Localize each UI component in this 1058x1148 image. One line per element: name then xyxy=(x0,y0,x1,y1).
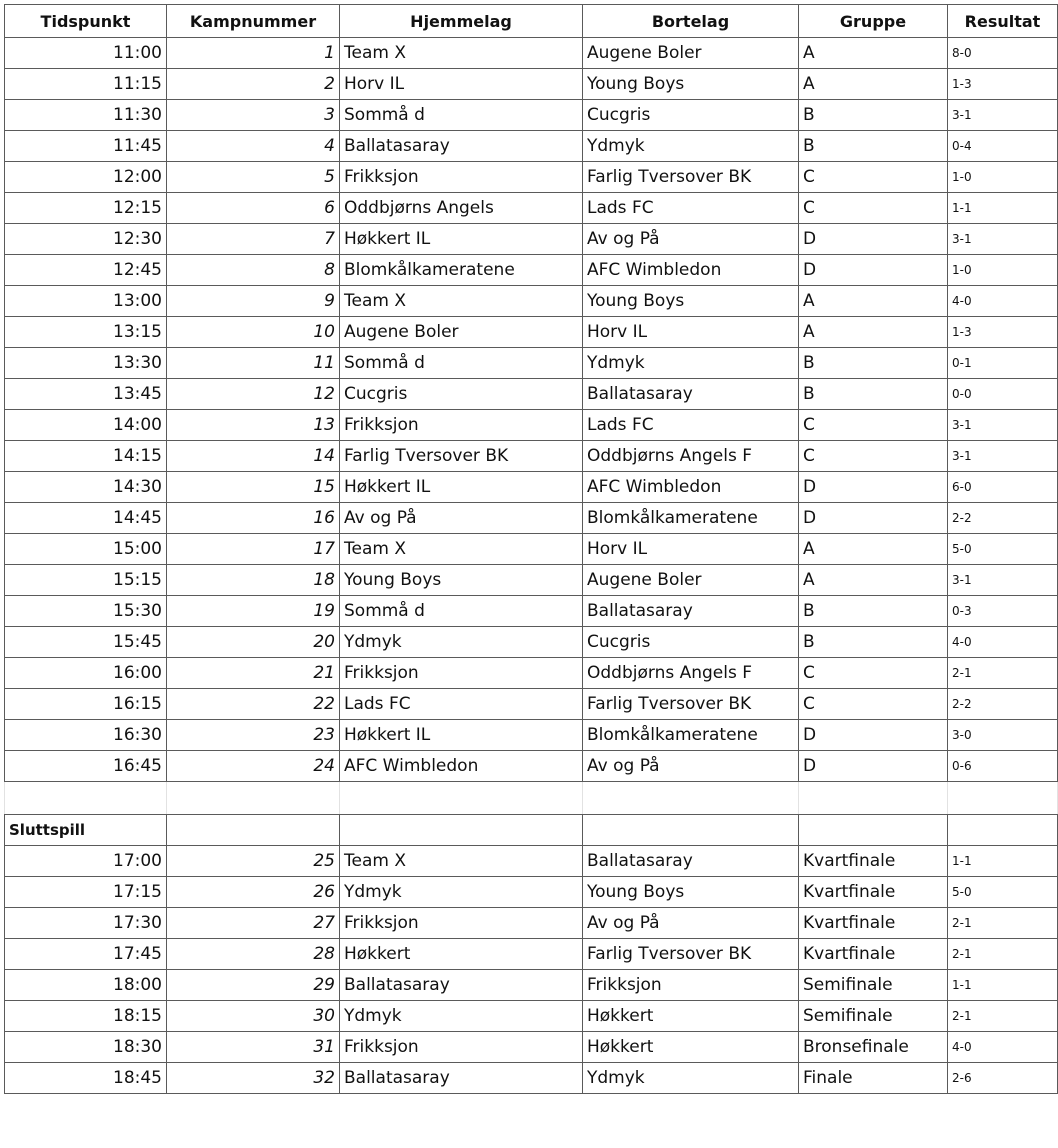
home-team-cell[interactable]: Høkkert IL xyxy=(340,720,583,751)
away-team-cell[interactable]: AFC Wimbledon xyxy=(583,472,799,503)
empty-cell[interactable] xyxy=(340,782,583,815)
away-team-cell[interactable]: Høkkert xyxy=(583,1001,799,1032)
empty-cell[interactable] xyxy=(583,815,799,846)
time-cell[interactable]: 14:15 xyxy=(5,441,167,472)
time-cell[interactable]: 15:30 xyxy=(5,596,167,627)
group-cell[interactable]: B xyxy=(799,596,948,627)
away-team-cell[interactable]: Ydmyk xyxy=(583,1063,799,1094)
time-cell[interactable]: 14:45 xyxy=(5,503,167,534)
empty-cell[interactable] xyxy=(948,782,1058,815)
group-cell[interactable]: Semifinale xyxy=(799,970,948,1001)
away-team-cell[interactable]: Lads FC xyxy=(583,193,799,224)
time-cell[interactable]: 12:30 xyxy=(5,224,167,255)
group-cell[interactable]: C xyxy=(799,658,948,689)
empty-cell[interactable] xyxy=(799,815,948,846)
time-cell[interactable]: 11:45 xyxy=(5,131,167,162)
match-number-cell[interactable]: 23 xyxy=(167,720,340,751)
table-row xyxy=(5,441,1058,472)
table-row xyxy=(5,193,1058,224)
time-cell[interactable]: 12:45 xyxy=(5,255,167,286)
result-cell[interactable]: 1-3 xyxy=(948,69,1058,100)
result-cell[interactable]: 0-0 xyxy=(948,379,1058,410)
playoff-rows xyxy=(5,782,1058,1094)
group-cell[interactable]: D xyxy=(799,751,948,782)
match-number-cell[interactable]: 10 xyxy=(167,317,340,348)
result-cell[interactable]: 2-1 xyxy=(948,939,1058,970)
time-cell[interactable]: 18:45 xyxy=(5,1063,167,1094)
result-cell[interactable]: 4-0 xyxy=(948,1032,1058,1063)
group-cell[interactable]: Semifinale xyxy=(799,1001,948,1032)
table-row xyxy=(5,627,1058,658)
match-number-cell[interactable]: 26 xyxy=(167,877,340,908)
match-number-cell[interactable]: 16 xyxy=(167,503,340,534)
group-cell[interactable]: B xyxy=(799,348,948,379)
group-cell[interactable]: D xyxy=(799,503,948,534)
match-number-cell[interactable]: 25 xyxy=(167,846,340,877)
group-cell[interactable]: C xyxy=(799,441,948,472)
match-number-cell[interactable]: 21 xyxy=(167,658,340,689)
match-number-cell[interactable]: 5 xyxy=(167,162,340,193)
header-bortelag[interactable]: Bortelag xyxy=(583,5,799,38)
away-team-cell[interactable]: Augene Boler xyxy=(583,38,799,69)
table-row xyxy=(5,162,1058,193)
table-row xyxy=(5,846,1058,877)
time-cell[interactable]: 15:00 xyxy=(5,534,167,565)
table-row xyxy=(5,1032,1058,1063)
away-team-cell[interactable]: Blomkålkameratene xyxy=(583,720,799,751)
header-kampnummer[interactable]: Kampnummer xyxy=(167,5,340,38)
result-cell[interactable]: 0-6 xyxy=(948,751,1058,782)
home-team-cell[interactable]: Frikksjon xyxy=(340,410,583,441)
result-cell[interactable]: 2-2 xyxy=(948,689,1058,720)
match-number-cell[interactable]: 27 xyxy=(167,908,340,939)
away-team-cell[interactable]: Av og På xyxy=(583,224,799,255)
group-cell[interactable]: D xyxy=(799,720,948,751)
header-row xyxy=(5,5,1058,38)
time-cell[interactable]: 18:00 xyxy=(5,970,167,1001)
table-row xyxy=(5,689,1058,720)
section-row xyxy=(5,815,1058,846)
group-cell[interactable]: Finale xyxy=(799,1063,948,1094)
home-team-cell[interactable]: Cucgris xyxy=(340,379,583,410)
group-cell[interactable]: B xyxy=(799,379,948,410)
time-cell[interactable]: 18:15 xyxy=(5,1001,167,1032)
group-cell[interactable]: A xyxy=(799,534,948,565)
home-team-cell[interactable]: Sommå d xyxy=(340,596,583,627)
result-cell[interactable]: 5-0 xyxy=(948,877,1058,908)
home-team-cell[interactable]: Team X xyxy=(340,534,583,565)
table-row xyxy=(5,255,1058,286)
time-cell[interactable]: 16:45 xyxy=(5,751,167,782)
match-number-cell[interactable]: 6 xyxy=(167,193,340,224)
empty-cell[interactable] xyxy=(167,815,340,846)
group-cell[interactable]: C xyxy=(799,162,948,193)
result-cell[interactable]: 3-1 xyxy=(948,224,1058,255)
empty-cell[interactable] xyxy=(799,782,948,815)
match-number-cell[interactable]: 20 xyxy=(167,627,340,658)
result-cell[interactable]: 3-1 xyxy=(948,410,1058,441)
home-team-cell[interactable]: Ballatasaray xyxy=(340,970,583,1001)
home-team-cell[interactable]: Ydmyk xyxy=(340,627,583,658)
header-resultat[interactable]: Resultat xyxy=(948,5,1058,38)
home-team-cell[interactable]: AFC Wimbledon xyxy=(340,751,583,782)
group-cell[interactable]: B xyxy=(799,100,948,131)
result-cell[interactable]: 3-1 xyxy=(948,100,1058,131)
home-team-cell[interactable]: Team X xyxy=(340,846,583,877)
match-number-cell[interactable]: 4 xyxy=(167,131,340,162)
time-cell[interactable]: 11:30 xyxy=(5,100,167,131)
home-team-cell[interactable]: Ydmyk xyxy=(340,1001,583,1032)
group-cell[interactable]: A xyxy=(799,565,948,596)
group-cell[interactable]: A xyxy=(799,317,948,348)
table-row xyxy=(5,379,1058,410)
match-number-cell[interactable]: 7 xyxy=(167,224,340,255)
group-cell[interactable]: Kvartfinale xyxy=(799,877,948,908)
away-team-cell[interactable]: Av og På xyxy=(583,751,799,782)
home-team-cell[interactable]: Sommå d xyxy=(340,100,583,131)
match-number-cell[interactable]: 29 xyxy=(167,970,340,1001)
group-cell[interactable]: A xyxy=(799,286,948,317)
home-team-cell[interactable]: Farlig Tversover BK xyxy=(340,441,583,472)
time-cell[interactable]: 12:00 xyxy=(5,162,167,193)
group-cell[interactable]: D xyxy=(799,472,948,503)
time-cell[interactable]: 17:30 xyxy=(5,908,167,939)
result-cell[interactable]: 8-0 xyxy=(948,38,1058,69)
empty-cell[interactable] xyxy=(948,815,1058,846)
table-row xyxy=(5,348,1058,379)
away-team-cell[interactable]: Oddbjørns Angels F xyxy=(583,658,799,689)
home-team-cell[interactable]: Oddbjørns Angels xyxy=(340,193,583,224)
empty-cell[interactable] xyxy=(167,782,340,815)
match-number-cell[interactable]: 32 xyxy=(167,1063,340,1094)
time-cell[interactable]: 11:00 xyxy=(5,38,167,69)
empty-cell[interactable] xyxy=(340,815,583,846)
result-cell[interactable]: 1-1 xyxy=(948,970,1058,1001)
table-row xyxy=(5,658,1058,689)
result-cell[interactable]: 1-0 xyxy=(948,162,1058,193)
away-team-cell[interactable]: Ballatasaray xyxy=(583,379,799,410)
result-cell[interactable]: 2-1 xyxy=(948,1001,1058,1032)
table-row xyxy=(5,565,1058,596)
result-cell[interactable]: 4-0 xyxy=(948,286,1058,317)
home-team-cell[interactable]: Lads FC xyxy=(340,689,583,720)
result-cell[interactable]: 1-1 xyxy=(948,193,1058,224)
table-row xyxy=(5,286,1058,317)
home-team-cell[interactable]: Av og På xyxy=(340,503,583,534)
home-team-cell[interactable]: Team X xyxy=(340,38,583,69)
home-team-cell[interactable]: Høkkert IL xyxy=(340,224,583,255)
result-cell[interactable]: 3-1 xyxy=(948,565,1058,596)
match-number-cell[interactable]: 14 xyxy=(167,441,340,472)
group-stage-rows xyxy=(5,38,1058,782)
home-team-cell[interactable]: Augene Boler xyxy=(340,317,583,348)
home-team-cell[interactable]: Frikksjon xyxy=(340,658,583,689)
result-cell[interactable]: 6-0 xyxy=(948,472,1058,503)
table-row xyxy=(5,1001,1058,1032)
away-team-cell[interactable]: Av og På xyxy=(583,908,799,939)
table-row xyxy=(5,69,1058,100)
result-cell[interactable]: 2-6 xyxy=(948,1063,1058,1094)
table-row xyxy=(5,877,1058,908)
away-team-cell[interactable]: Blomkålkameratene xyxy=(583,503,799,534)
result-cell[interactable]: 5-0 xyxy=(948,534,1058,565)
schedule-table xyxy=(4,4,1058,1094)
time-cell[interactable]: 13:15 xyxy=(5,317,167,348)
group-cell[interactable]: D xyxy=(799,224,948,255)
match-number-cell[interactable]: 3 xyxy=(167,100,340,131)
time-cell[interactable]: 14:30 xyxy=(5,472,167,503)
match-number-cell[interactable]: 11 xyxy=(167,348,340,379)
home-team-cell[interactable]: Team X xyxy=(340,286,583,317)
away-team-cell[interactable]: Ballatasaray xyxy=(583,846,799,877)
group-cell[interactable]: D xyxy=(799,255,948,286)
header-tidspunkt[interactable]: Tidspunkt xyxy=(5,5,167,38)
table-row xyxy=(5,503,1058,534)
group-cell[interactable]: C xyxy=(799,689,948,720)
away-team-cell[interactable]: Cucgris xyxy=(583,100,799,131)
away-team-cell[interactable]: Augene Boler xyxy=(583,565,799,596)
home-team-cell[interactable]: Sommå d xyxy=(340,348,583,379)
home-team-cell[interactable]: Ballatasaray xyxy=(340,131,583,162)
match-number-cell[interactable]: 22 xyxy=(167,689,340,720)
away-team-cell[interactable]: Ydmyk xyxy=(583,131,799,162)
group-cell[interactable]: A xyxy=(799,69,948,100)
empty-cell[interactable] xyxy=(583,782,799,815)
empty-cell[interactable] xyxy=(5,782,167,815)
result-cell[interactable]: 0-3 xyxy=(948,596,1058,627)
table-row xyxy=(5,317,1058,348)
match-number-cell[interactable]: 31 xyxy=(167,1032,340,1063)
table-row xyxy=(5,596,1058,627)
match-number-cell[interactable]: 13 xyxy=(167,410,340,441)
time-cell[interactable]: 13:00 xyxy=(5,286,167,317)
home-team-cell[interactable]: Blomkålkameratene xyxy=(340,255,583,286)
time-cell[interactable]: 13:30 xyxy=(5,348,167,379)
table-row xyxy=(5,100,1058,131)
table-row xyxy=(5,224,1058,255)
result-cell[interactable]: 0-4 xyxy=(948,131,1058,162)
match-number-cell[interactable]: 15 xyxy=(167,472,340,503)
match-number-cell[interactable]: 1 xyxy=(167,38,340,69)
away-team-cell[interactable]: Høkkert xyxy=(583,1032,799,1063)
match-number-cell[interactable]: 28 xyxy=(167,939,340,970)
time-cell[interactable]: 14:00 xyxy=(5,410,167,441)
group-cell[interactable]: Bronsefinale xyxy=(799,1032,948,1063)
result-cell[interactable]: 3-1 xyxy=(948,441,1058,472)
time-cell[interactable]: 17:45 xyxy=(5,939,167,970)
match-number-cell[interactable]: 30 xyxy=(167,1001,340,1032)
table-row xyxy=(5,410,1058,441)
result-cell[interactable]: 2-1 xyxy=(948,658,1058,689)
group-cell[interactable]: Kvartfinale xyxy=(799,908,948,939)
match-number-cell[interactable]: 12 xyxy=(167,379,340,410)
home-team-cell[interactable]: Frikksjon xyxy=(340,908,583,939)
blank-row xyxy=(5,782,1058,815)
result-cell[interactable]: 4-0 xyxy=(948,627,1058,658)
time-cell[interactable]: 15:15 xyxy=(5,565,167,596)
result-cell[interactable]: 2-1 xyxy=(948,908,1058,939)
time-cell[interactable]: 13:45 xyxy=(5,379,167,410)
home-team-cell[interactable]: Frikksjon xyxy=(340,1032,583,1063)
match-number-cell[interactable]: 2 xyxy=(167,69,340,100)
time-cell[interactable]: 16:15 xyxy=(5,689,167,720)
away-team-cell[interactable]: Frikksjon xyxy=(583,970,799,1001)
home-team-cell[interactable]: Ydmyk xyxy=(340,877,583,908)
home-team-cell[interactable]: Høkkert xyxy=(340,939,583,970)
away-team-cell[interactable]: Young Boys xyxy=(583,877,799,908)
result-cell[interactable]: 1-3 xyxy=(948,317,1058,348)
playoff-section-label[interactable]: Sluttspill xyxy=(5,815,167,846)
time-cell[interactable]: 11:15 xyxy=(5,69,167,100)
result-cell[interactable]: 3-0 xyxy=(948,720,1058,751)
away-team-cell[interactable]: Lads FC xyxy=(583,410,799,441)
header-hjemmelag[interactable]: Hjemmelag xyxy=(340,5,583,38)
result-cell[interactable]: 2-2 xyxy=(948,503,1058,534)
match-number-cell[interactable]: 8 xyxy=(167,255,340,286)
away-team-cell[interactable]: Farlig Tversover BK xyxy=(583,689,799,720)
table-row xyxy=(5,751,1058,782)
result-cell[interactable]: 1-1 xyxy=(948,846,1058,877)
table-row xyxy=(5,472,1058,503)
time-cell[interactable]: 18:30 xyxy=(5,1032,167,1063)
time-cell[interactable]: 16:30 xyxy=(5,720,167,751)
group-cell[interactable]: A xyxy=(799,38,948,69)
away-team-cell[interactable]: Young Boys xyxy=(583,286,799,317)
table-row xyxy=(5,534,1058,565)
match-number-cell[interactable]: 17 xyxy=(167,534,340,565)
away-team-cell[interactable]: Ydmyk xyxy=(583,348,799,379)
match-number-cell[interactable]: 19 xyxy=(167,596,340,627)
time-cell[interactable]: 17:15 xyxy=(5,877,167,908)
home-team-cell[interactable]: Horv IL xyxy=(340,69,583,100)
group-cell[interactable]: B xyxy=(799,627,948,658)
group-cell[interactable]: C xyxy=(799,410,948,441)
group-cell[interactable]: B xyxy=(799,131,948,162)
home-team-cell[interactable]: Young Boys xyxy=(340,565,583,596)
away-team-cell[interactable]: Cucgris xyxy=(583,627,799,658)
table-row xyxy=(5,1063,1058,1094)
table-row xyxy=(5,939,1058,970)
away-team-cell[interactable]: Ballatasaray xyxy=(583,596,799,627)
time-cell[interactable]: 16:00 xyxy=(5,658,167,689)
home-team-cell[interactable]: Høkkert IL xyxy=(340,472,583,503)
away-team-cell[interactable]: Farlig Tversover BK xyxy=(583,939,799,970)
away-team-cell[interactable]: Horv IL xyxy=(583,317,799,348)
result-cell[interactable]: 0-1 xyxy=(948,348,1058,379)
home-team-cell[interactable]: Ballatasaray xyxy=(340,1063,583,1094)
time-cell[interactable]: 15:45 xyxy=(5,627,167,658)
away-team-cell[interactable]: Young Boys xyxy=(583,69,799,100)
group-cell[interactable]: Kvartfinale xyxy=(799,846,948,877)
group-cell[interactable]: Kvartfinale xyxy=(799,939,948,970)
table-row xyxy=(5,38,1058,69)
time-cell[interactable]: 17:00 xyxy=(5,846,167,877)
group-cell[interactable]: C xyxy=(799,193,948,224)
table-row xyxy=(5,131,1058,162)
result-cell[interactable]: 1-0 xyxy=(948,255,1058,286)
table-row xyxy=(5,970,1058,1001)
match-number-cell[interactable]: 9 xyxy=(167,286,340,317)
header-gruppe[interactable]: Gruppe xyxy=(799,5,948,38)
away-team-cell[interactable]: AFC Wimbledon xyxy=(583,255,799,286)
away-team-cell[interactable]: Horv IL xyxy=(583,534,799,565)
match-number-cell[interactable]: 24 xyxy=(167,751,340,782)
away-team-cell[interactable]: Oddbjørns Angels F xyxy=(583,441,799,472)
match-number-cell[interactable]: 18 xyxy=(167,565,340,596)
table-row xyxy=(5,720,1058,751)
away-team-cell[interactable]: Farlig Tversover BK xyxy=(583,162,799,193)
home-team-cell[interactable]: Frikksjon xyxy=(340,162,583,193)
table-row xyxy=(5,908,1058,939)
time-cell[interactable]: 12:15 xyxy=(5,193,167,224)
